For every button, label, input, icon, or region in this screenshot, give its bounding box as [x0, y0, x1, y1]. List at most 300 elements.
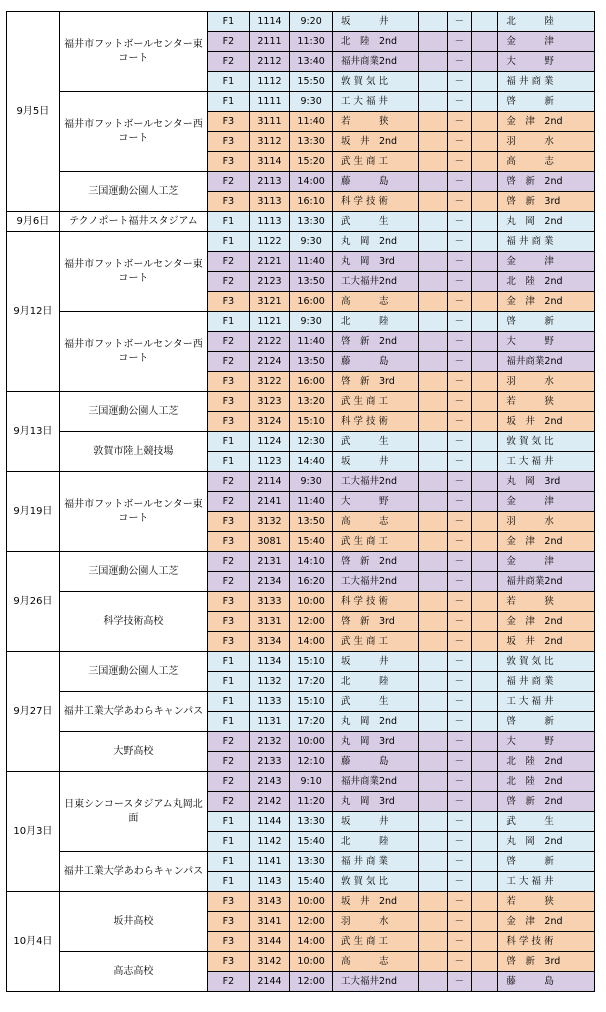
venue-name: 三国運動公園人工芝: [59, 652, 207, 692]
match-schedule-table: [6, 11, 595, 992]
match-number: 2124: [249, 352, 290, 372]
score-away: [472, 552, 498, 572]
vs-mark: －: [447, 872, 471, 892]
division: F3: [208, 532, 250, 552]
match-number: 3133: [249, 592, 290, 612]
home-team: 北 陸 2nd: [332, 32, 418, 52]
vs-mark: －: [447, 752, 471, 772]
score-home: [419, 372, 447, 392]
match-row: [7, 172, 595, 192]
match-number: 1111: [249, 92, 290, 112]
score-away: [472, 632, 498, 652]
kickoff-time: 11:40: [290, 112, 333, 132]
division: F3: [208, 132, 250, 152]
vs-mark: －: [447, 112, 471, 132]
score-away: [472, 112, 498, 132]
division: F3: [208, 152, 250, 172]
away-team: 啓 新 3rd: [498, 952, 595, 972]
score-away: [472, 352, 498, 372]
match-number: 1113: [249, 212, 290, 232]
match-row: [7, 12, 595, 32]
kickoff-time: 15:10: [290, 692, 333, 712]
match-number: 3113: [249, 192, 290, 212]
division: F3: [208, 912, 250, 932]
home-team: 藤 島: [332, 172, 418, 192]
division: F2: [208, 492, 250, 512]
score-away: [472, 932, 498, 952]
match-number: 1114: [249, 12, 290, 32]
score-home: [419, 912, 447, 932]
score-away: [472, 292, 498, 312]
match-date: 9月26日: [7, 552, 60, 652]
match-row: [7, 952, 595, 972]
division: F3: [208, 512, 250, 532]
home-team: 坂 井: [332, 452, 418, 472]
venue-name: 科学技術高校: [59, 592, 207, 652]
away-team: 科 学 技 術: [498, 932, 595, 952]
kickoff-time: 14:00: [290, 632, 333, 652]
division: F1: [208, 872, 250, 892]
vs-mark: －: [447, 232, 471, 252]
division: F2: [208, 752, 250, 772]
score-away: [472, 52, 498, 72]
match-number: 1134: [249, 652, 290, 672]
score-away: [472, 872, 498, 892]
match-date: 9月5日: [7, 12, 60, 212]
score-away: [472, 412, 498, 432]
score-home: [419, 32, 447, 52]
kickoff-time: 10:00: [290, 892, 333, 912]
score-home: [419, 652, 447, 672]
match-number: 2122: [249, 332, 290, 352]
score-away: [472, 452, 498, 472]
home-team: 高 志: [332, 512, 418, 532]
venue-name: 三国運動公園人工芝: [59, 392, 207, 432]
kickoff-time: 14:00: [290, 932, 333, 952]
score-away: [472, 772, 498, 792]
kickoff-time: 13:40: [290, 52, 333, 72]
venue-name: 福井工業大学あわらキャンパス: [59, 852, 207, 892]
away-team: 北 陸 2nd: [498, 772, 595, 792]
away-team: 大 野: [498, 732, 595, 752]
kickoff-time: 11:40: [290, 332, 333, 352]
match-number: 3143: [249, 892, 290, 912]
division: F1: [208, 812, 250, 832]
home-team: 丸 岡 3rd: [332, 792, 418, 812]
vs-mark: －: [447, 312, 471, 332]
venue-name: 福井市フットボールセンター西コート: [59, 92, 207, 172]
match-date: 9月27日: [7, 652, 60, 772]
vs-mark: －: [447, 132, 471, 152]
score-home: [419, 332, 447, 352]
away-team: 工 大 福 井: [498, 452, 595, 472]
vs-mark: －: [447, 252, 471, 272]
home-team: 坂 井 2nd: [332, 132, 418, 152]
match-number: 2142: [249, 792, 290, 812]
home-team: 武 生 商 工: [332, 932, 418, 952]
away-team: 啓 新: [498, 712, 595, 732]
home-team: 藤 島: [332, 352, 418, 372]
kickoff-time: 12:00: [290, 612, 333, 632]
kickoff-time: 12:00: [290, 912, 333, 932]
division: F2: [208, 552, 250, 572]
venue-name: 福井市フットボールセンター東コート: [59, 12, 207, 92]
match-number: 1133: [249, 692, 290, 712]
away-team: 丸 岡 2nd: [498, 212, 595, 232]
venue-name: 福井市フットボールセンター東コート: [59, 472, 207, 552]
home-team: 啓 新 3rd: [332, 612, 418, 632]
vs-mark: －: [447, 72, 471, 92]
match-number: 2132: [249, 732, 290, 752]
kickoff-time: 14:10: [290, 552, 333, 572]
kickoff-time: 15:20: [290, 152, 333, 172]
score-home: [419, 52, 447, 72]
vs-mark: －: [447, 192, 471, 212]
kickoff-time: 9:30: [290, 92, 333, 112]
division: F1: [208, 232, 250, 252]
score-away: [472, 752, 498, 772]
away-team: 福 井 商 業: [498, 672, 595, 692]
score-home: [419, 352, 447, 372]
vs-mark: －: [447, 852, 471, 872]
kickoff-time: 11:40: [290, 492, 333, 512]
away-team: 工 大 福 井: [498, 872, 595, 892]
division: F2: [208, 32, 250, 52]
division: F3: [208, 112, 250, 132]
away-team: 若 狭: [498, 892, 595, 912]
vs-mark: －: [447, 732, 471, 752]
venue-name: 福井工業大学あわらキャンパス: [59, 692, 207, 732]
home-team: 福 井 商 業: [332, 852, 418, 872]
vs-mark: －: [447, 432, 471, 452]
score-away: [472, 692, 498, 712]
score-away: [472, 92, 498, 112]
vs-mark: －: [447, 832, 471, 852]
venue-name: 坂井高校: [59, 892, 207, 952]
match-number: 3141: [249, 912, 290, 932]
division: F3: [208, 892, 250, 912]
away-team: 武 生: [498, 812, 595, 832]
score-home: [419, 192, 447, 212]
match-row: [7, 312, 595, 332]
score-home: [419, 12, 447, 32]
vs-mark: －: [447, 152, 471, 172]
division: F2: [208, 332, 250, 352]
score-away: [472, 532, 498, 552]
match-date: 9月6日: [7, 212, 60, 232]
score-home: [419, 572, 447, 592]
score-home: [419, 432, 447, 452]
kickoff-time: 15:40: [290, 872, 333, 892]
kickoff-time: 11:20: [290, 792, 333, 812]
match-date: 10月4日: [7, 892, 60, 992]
home-team: 武 生 商 工: [332, 392, 418, 412]
match-number: 1123: [249, 452, 290, 472]
away-team: 福 井 商 業: [498, 72, 595, 92]
division: F1: [208, 672, 250, 692]
kickoff-time: 9:20: [290, 12, 333, 32]
vs-mark: －: [447, 92, 471, 112]
away-team: 坂 井 2nd: [498, 412, 595, 432]
away-team: 大 野: [498, 332, 595, 352]
match-number: 2113: [249, 172, 290, 192]
match-number: 3114: [249, 152, 290, 172]
match-row: [7, 392, 595, 412]
home-team: 武 生: [332, 212, 418, 232]
vs-mark: －: [447, 452, 471, 472]
score-away: [472, 792, 498, 812]
away-team: 羽 水: [498, 372, 595, 392]
score-home: [419, 312, 447, 332]
venue-name: 三国運動公園人工芝: [59, 172, 207, 212]
division: F2: [208, 792, 250, 812]
away-team: 金 津 2nd: [498, 612, 595, 632]
score-away: [472, 232, 498, 252]
away-team: 北 陸: [498, 12, 595, 32]
kickoff-time: 10:00: [290, 732, 333, 752]
score-home: [419, 272, 447, 292]
kickoff-time: 15:40: [290, 832, 333, 852]
division: F1: [208, 432, 250, 452]
score-home: [419, 952, 447, 972]
vs-mark: －: [447, 272, 471, 292]
match-number: 2114: [249, 472, 290, 492]
away-team: 啓 新 2nd: [498, 792, 595, 812]
home-team: 武 生: [332, 692, 418, 712]
home-team: 啓 新 2nd: [332, 332, 418, 352]
home-team: 科 学 技 術: [332, 592, 418, 612]
score-away: [472, 272, 498, 292]
venue-name: テクノポート福井スタジアム: [59, 212, 207, 232]
vs-mark: －: [447, 372, 471, 392]
away-team: 福 井 商 業: [498, 232, 595, 252]
home-team: 高 志: [332, 952, 418, 972]
division: F1: [208, 712, 250, 732]
kickoff-time: 13:30: [290, 212, 333, 232]
division: F2: [208, 252, 250, 272]
division: F1: [208, 212, 250, 232]
score-home: [419, 472, 447, 492]
match-number: 2133: [249, 752, 290, 772]
vs-mark: －: [447, 472, 471, 492]
kickoff-time: 9:30: [290, 232, 333, 252]
kickoff-time: 13:30: [290, 852, 333, 872]
match-row: [7, 212, 595, 232]
score-away: [472, 652, 498, 672]
vs-mark: －: [447, 52, 471, 72]
kickoff-time: 9:30: [290, 472, 333, 492]
vs-mark: －: [447, 892, 471, 912]
kickoff-time: 15:40: [290, 532, 333, 552]
division: F2: [208, 472, 250, 492]
home-team: 武 生: [332, 432, 418, 452]
venue-name: 大野高校: [59, 732, 207, 772]
match-number: 1124: [249, 432, 290, 452]
home-team: 坂 井: [332, 652, 418, 672]
division: F2: [208, 772, 250, 792]
away-team: 福井商業2nd: [498, 352, 595, 372]
score-home: [419, 732, 447, 752]
score-away: [472, 192, 498, 212]
vs-mark: －: [447, 692, 471, 712]
match-number: 3131: [249, 612, 290, 632]
match-row: [7, 92, 595, 112]
match-number: 1131: [249, 712, 290, 732]
vs-mark: －: [447, 792, 471, 812]
away-team: 北 陸 2nd: [498, 272, 595, 292]
match-number: 3144: [249, 932, 290, 952]
away-team: 啓 新 3rd: [498, 192, 595, 212]
away-team: 金 津 2nd: [498, 912, 595, 932]
kickoff-time: 12:00: [290, 972, 333, 992]
match-number: 1121: [249, 312, 290, 332]
home-team: 丸 岡 3rd: [332, 252, 418, 272]
home-team: 丸 岡 2nd: [332, 712, 418, 732]
vs-mark: －: [447, 292, 471, 312]
score-home: [419, 72, 447, 92]
home-team: 若 狭: [332, 112, 418, 132]
kickoff-time: 16:00: [290, 292, 333, 312]
match-number: 2112: [249, 52, 290, 72]
match-row: [7, 432, 595, 452]
score-away: [472, 312, 498, 332]
score-away: [472, 712, 498, 732]
away-team: 坂 井 2nd: [498, 632, 595, 652]
venue-name: 三国運動公園人工芝: [59, 552, 207, 592]
match-number: 1143: [249, 872, 290, 892]
score-away: [472, 372, 498, 392]
kickoff-time: 11:30: [290, 32, 333, 52]
away-team: 高 志: [498, 152, 595, 172]
score-away: [472, 672, 498, 692]
division: F3: [208, 592, 250, 612]
match-row: [7, 232, 595, 252]
score-home: [419, 92, 447, 112]
match-row: [7, 692, 595, 712]
match-number: 1142: [249, 832, 290, 852]
away-team: 羽 水: [498, 512, 595, 532]
match-number: 3122: [249, 372, 290, 392]
division: F2: [208, 972, 250, 992]
venue-name: 日東シンコースタジアム丸岡北面: [59, 772, 207, 852]
home-team: 工 大 福 井: [332, 92, 418, 112]
kickoff-time: 16:10: [290, 192, 333, 212]
venue-name: 敦賀市陸上競技場: [59, 432, 207, 472]
score-home: [419, 292, 447, 312]
venue-name: 高志高校: [59, 952, 207, 992]
home-team: 武 生 商 工: [332, 532, 418, 552]
vs-mark: －: [447, 612, 471, 632]
division: F2: [208, 572, 250, 592]
vs-mark: －: [447, 12, 471, 32]
score-home: [419, 672, 447, 692]
vs-mark: －: [447, 352, 471, 372]
match-number: 3142: [249, 952, 290, 972]
kickoff-time: 9:10: [290, 772, 333, 792]
score-away: [472, 832, 498, 852]
match-row: [7, 852, 595, 872]
score-home: [419, 452, 447, 472]
vs-mark: －: [447, 392, 471, 412]
away-team: 敦 賀 気 比: [498, 652, 595, 672]
match-number: 2123: [249, 272, 290, 292]
home-team: 藤 島: [332, 752, 418, 772]
kickoff-time: 15:50: [290, 72, 333, 92]
match-number: 1112: [249, 72, 290, 92]
match-number: 2121: [249, 252, 290, 272]
division: F1: [208, 72, 250, 92]
vs-mark: －: [447, 572, 471, 592]
division: F1: [208, 832, 250, 852]
score-away: [472, 332, 498, 352]
score-away: [472, 472, 498, 492]
vs-mark: －: [447, 212, 471, 232]
kickoff-time: 14:40: [290, 452, 333, 472]
score-away: [472, 392, 498, 412]
division: F2: [208, 352, 250, 372]
score-home: [419, 872, 447, 892]
match-row: [7, 892, 595, 912]
match-number: 1122: [249, 232, 290, 252]
division: F2: [208, 272, 250, 292]
match-number: 2111: [249, 32, 290, 52]
home-team: 羽 水: [332, 912, 418, 932]
kickoff-time: 13:30: [290, 132, 333, 152]
away-team: 金 津 2nd: [498, 532, 595, 552]
match-number: 2134: [249, 572, 290, 592]
away-team: 丸 岡 3rd: [498, 472, 595, 492]
kickoff-time: 16:20: [290, 572, 333, 592]
kickoff-time: 13:50: [290, 512, 333, 532]
kickoff-time: 11:40: [290, 252, 333, 272]
kickoff-time: 10:00: [290, 592, 333, 612]
kickoff-time: 12:10: [290, 752, 333, 772]
division: F2: [208, 732, 250, 752]
match-number: 1132: [249, 672, 290, 692]
score-away: [472, 72, 498, 92]
vs-mark: －: [447, 912, 471, 932]
division: F3: [208, 632, 250, 652]
match-row: [7, 652, 595, 672]
away-team: 大 野: [498, 52, 595, 72]
match-date: 10月3日: [7, 772, 60, 892]
home-team: 高 志: [332, 292, 418, 312]
score-home: [419, 152, 447, 172]
score-away: [472, 912, 498, 932]
away-team: 敦 賀 気 比: [498, 432, 595, 452]
match-number: 2131: [249, 552, 290, 572]
home-team: 武 生 商 工: [332, 632, 418, 652]
score-away: [472, 132, 498, 152]
home-team: 啓 新 3rd: [332, 372, 418, 392]
match-row: [7, 592, 595, 612]
home-team: 啓 新 2nd: [332, 552, 418, 572]
home-team: 科 学 技 術: [332, 192, 418, 212]
kickoff-time: 13:50: [290, 352, 333, 372]
score-away: [472, 492, 498, 512]
match-row: [7, 772, 595, 792]
score-home: [419, 832, 447, 852]
score-home: [419, 752, 447, 772]
match-number: 3123: [249, 392, 290, 412]
score-away: [472, 592, 498, 612]
home-team: 福井商業2nd: [332, 52, 418, 72]
vs-mark: －: [447, 332, 471, 352]
vs-mark: －: [447, 512, 471, 532]
vs-mark: －: [447, 712, 471, 732]
score-home: [419, 852, 447, 872]
match-row: [7, 552, 595, 572]
